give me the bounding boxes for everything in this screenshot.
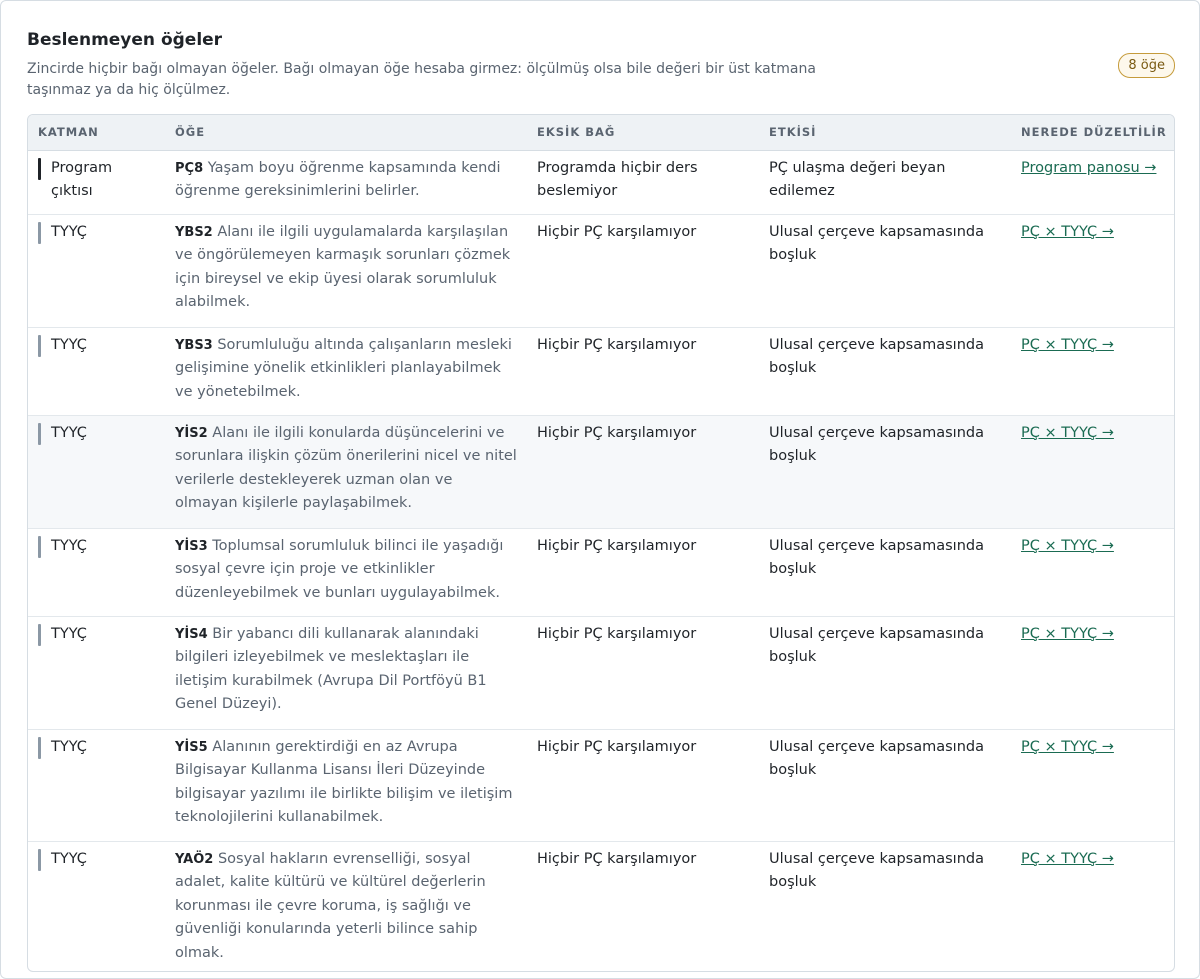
effect-cell: Ulusal çerçeve kapsamasında boşluk (759, 616, 1011, 729)
item-cell (165, 528, 527, 616)
pc-tyyc-matrix-link[interactable]: PÇ × TYYÇ → (1021, 336, 1114, 353)
table-row (28, 150, 1175, 214)
missing-link-cell: Programda hiçbir ders beslemiyor (527, 150, 759, 214)
missing-link-cell: Hiçbir PÇ karşılamıyor (527, 729, 759, 841)
effect-cell: PÇ ulaşma değeri beyan edilemez (759, 150, 1011, 214)
item-count-badge: 8 öğe (1118, 53, 1175, 78)
pc-tyyc-matrix-link[interactable]: PÇ × TYYÇ → (1021, 424, 1114, 441)
fix-location-cell (1011, 327, 1175, 415)
pc-tyyc-matrix-link[interactable]: PÇ × TYYÇ → (1021, 537, 1114, 554)
item-code: YAÖ2 (175, 851, 214, 867)
layer-cell (28, 415, 165, 528)
fix-location-cell (1011, 415, 1175, 528)
missing-link-cell: Hiçbir PÇ karşılamıyor (527, 214, 759, 327)
layer-cell (28, 729, 165, 841)
layer-label: TYYÇ (51, 625, 87, 642)
missing-link-cell: Hiçbir PÇ karşılamıyor (527, 528, 759, 616)
column-header-effect: ETKİSİ (759, 115, 1011, 150)
fix-location-cell (1011, 214, 1175, 327)
layer-label: TYYÇ (51, 537, 87, 554)
item-description: Alanı ile ilgili uygulamalarda karşılaşılan ve öngörülemeyen karmaşık sorunları çözmek için bireysel ve ekip üyesi olarak sorumluluk alabilmek. (175, 223, 511, 310)
item-description: Toplumsal sorumluluk bilinci ile yaşadığı sosyal çevre için proje ve etkinlikler düzenleyebilmek ve bunları uygulayabilmek. (175, 537, 504, 601)
effect-cell: Ulusal çerçeve kapsamasında boşluk (759, 327, 1011, 415)
unfed-items-table-container (27, 114, 1175, 972)
panel-description: Zincirde hiçbir bağı olmayan öğeler. Bağı olmayan öğe hesaba girmez: ölçülmüş olsa bile değeri bir üst katmana taşınmaz ya da hiç ölçülmez. (27, 61, 816, 98)
column-header-item: ÖĞE (165, 115, 527, 150)
layer-indicator-bar (38, 849, 41, 871)
layer-label: TYYÇ (51, 850, 87, 867)
item-code: YİS5 (175, 739, 208, 755)
layer-indicator-bar (38, 737, 41, 759)
item-code: YİS2 (175, 425, 208, 441)
item-code: PÇ8 (175, 160, 204, 176)
layer-cell (28, 214, 165, 327)
table-row (28, 214, 1175, 327)
layer-cell (28, 528, 165, 616)
item-cell (165, 214, 527, 327)
item-description: Alanı ile ilgili konularda düşüncelerini ve sorunlara ilişkin çözüm önerilerini nicel ve nitel verilerle destekleyerek uzman olan ve olmayan kişilerle paylaşabilmek. (175, 424, 517, 511)
item-code: YBS2 (175, 224, 213, 240)
table-row (28, 415, 1175, 528)
layer-indicator-bar (38, 423, 41, 445)
item-code: YBS3 (175, 337, 213, 353)
missing-link-cell: Hiçbir PÇ karşılamıyor (527, 415, 759, 528)
item-code: YİS4 (175, 626, 208, 642)
layer-indicator-bar (38, 624, 41, 646)
layer-indicator-bar (38, 335, 41, 357)
layer-indicator-bar (38, 222, 41, 244)
effect-cell: Ulusal çerçeve kapsamasında boşluk (769, 850, 984, 890)
table-header-row (28, 115, 1175, 150)
item-cell (165, 150, 527, 214)
panel-header (27, 29, 1175, 101)
program-board-link[interactable]: Program panosu → (1021, 159, 1157, 176)
item-description: Alanının gerektirdiği en az Avrupa Bilgisayar Kullanma Lisansı İleri Düzeyinde bilgisayar yazılımı ile birlikte bilişim ve iletişim teknolojilerini kullanabilmek. (175, 738, 513, 825)
missing-link-cell: Hiçbir PÇ karşılamıyor (537, 850, 697, 867)
missing-link-cell: Hiçbir PÇ karşılamıyor (527, 327, 759, 415)
missing-link-cell: Hiçbir PÇ karşılamıyor (527, 616, 759, 729)
layer-cell (28, 841, 165, 971)
panel-title: Beslenmeyen öğeler (27, 30, 223, 50)
pc-tyyc-matrix-link[interactable]: PÇ × TYYÇ → (1021, 850, 1114, 867)
layer-label: TYYÇ (51, 424, 87, 441)
pc-tyyc-matrix-link[interactable]: PÇ × TYYÇ → (1021, 625, 1114, 642)
table-row (28, 327, 1175, 415)
table-row (28, 729, 1175, 841)
layer-cell (28, 327, 165, 415)
effect-cell: Ulusal çerçeve kapsamasında boşluk (759, 729, 1011, 841)
pc-tyyc-matrix-link[interactable]: PÇ × TYYÇ → (1021, 738, 1114, 755)
item-description: Bir yabancı dili kullanarak alanındaki bilgileri izleyebilmek ve meslektaşları ile iletişim kurabilmek (Avrupa Dil Portföyü B1 Genel Düzeyi). (175, 625, 487, 712)
layer-label: Program çıktısı (51, 159, 113, 199)
fix-location-cell (1011, 841, 1175, 971)
item-description: Sosyal hakların evrenselliği, sosyal adalet, kalite kültürü ve kültürel değerlerin korunması ile çevre koruma, iş sağlığı ve güvenliği konularında yeterli bilince sahip olmak. (175, 850, 486, 961)
fix-location-cell (1011, 150, 1175, 214)
column-header-missing-link: EKSİK BAĞ (527, 115, 759, 150)
table-row (28, 841, 1175, 971)
item-description: Yaşam boyu öğrenme kapsamında kendi öğrenme gereksinimlerini belirler. (175, 159, 501, 199)
fix-location-cell (1011, 528, 1175, 616)
effect-cell: Ulusal çerçeve kapsamasında boşluk (759, 214, 1011, 327)
column-header-fix-location: NEREDE DÜZELTİLİR (1011, 115, 1175, 150)
fix-location-cell (1011, 729, 1175, 841)
layer-cell (28, 150, 165, 214)
column-header-layer: KATMAN (28, 115, 165, 150)
item-description: Sorumluluğu altında çalışanların mesleki gelişimine yönelik etkinlikleri planlayabilmek ve yönetebilmek. (175, 336, 512, 400)
fix-location-cell (1011, 616, 1175, 729)
layer-indicator-bar (38, 158, 41, 180)
unfed-items-table (28, 115, 1175, 971)
item-cell (165, 616, 527, 729)
item-cell (165, 841, 527, 971)
item-cell (165, 327, 527, 415)
layer-indicator-bar (38, 536, 41, 558)
effect-cell: Ulusal çerçeve kapsamasında boşluk (759, 415, 1011, 528)
table-row (28, 616, 1175, 729)
layer-label: TYYÇ (51, 223, 87, 240)
layer-label: TYYÇ (51, 738, 87, 755)
layer-cell (28, 616, 165, 729)
effect-cell: Ulusal çerçeve kapsamasında boşluk (759, 528, 1011, 616)
pc-tyyc-matrix-link[interactable]: PÇ × TYYÇ → (1021, 223, 1114, 240)
layer-label: TYYÇ (51, 336, 87, 353)
item-cell (165, 729, 527, 841)
table-row (28, 528, 1175, 616)
item-cell (165, 415, 527, 528)
item-code: YİS3 (175, 538, 208, 554)
